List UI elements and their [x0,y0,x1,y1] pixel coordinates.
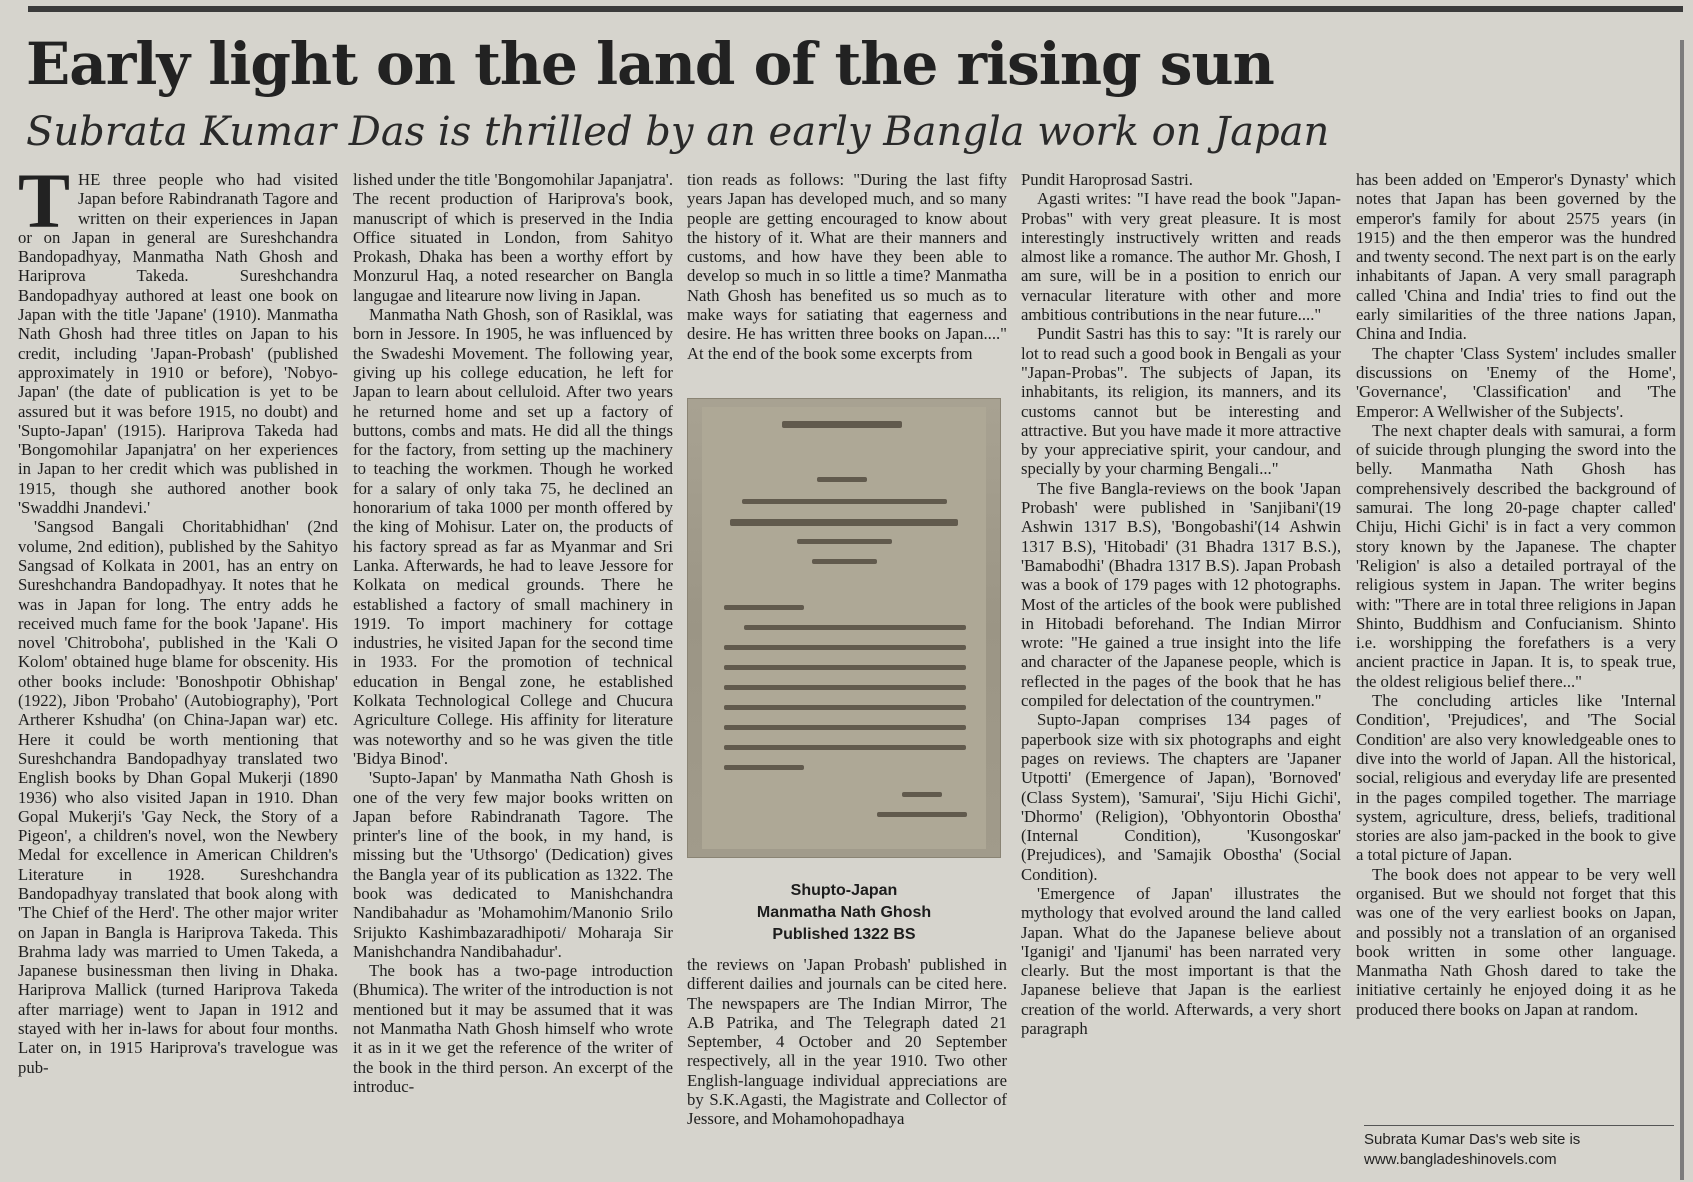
top-rule [28,6,1683,12]
article-column-1 [18,170,338,1175]
paragraph: the reviews on 'Japan Probash' published in different dailies and journals can be cited here. The newspapers are The Indian Mirror, The A.B Patrika, and The Telegraph dated 21 September, 4 October and 20 September respectively, all in the year 1910. Two other English-language individual appreciations are by S.K.Agasti, the Magistrate and Collector of Jessore, and Mohamohopadhaya [687,955,1007,1129]
article-column-4 [1021,170,1341,1175]
paragraph: Pundit Haroprosad Sastri. [1021,170,1193,189]
paragraph: The five Bangla-reviews on the book 'Japan Probash' were published in 'Sanjibani'(19 Ashwin 1317 B.S), 'Bongobashi'(14 Ashwin 1317 B.S), 'Hitobadi' (31 Bhadra 1317 B.S.), 'Bamabodhi' (Bhadra 1317 B.S). Japan Probash was a book of 179 pages with 12 photographs. Most of the articles of the book were published in Hitobadi beforehand. The Indian Mirror wrote: "He gained a true insight into the life and character of the Japanese people, which is reflected in the pages of the book that he has compiled for delectation of the countrymen." [1021,478,1341,711]
headline: Early light on the land of the rising sun [26,30,1274,98]
subheadline: Subrata Kumar Das is thrilled by an early Bangla work on Japan [26,109,1330,155]
paragraph: Supto-Japan comprises 134 pages of paperbook size with six photographs and eight pages on reviews. The chapters are 'Japaner Utpotti' (Emergence of Japan), 'Bornoved' (Class System), 'Samurai', 'Siju Hichi Gichi', 'Dhormo' (Religion), 'Obhyontorin Obostha' (Internal Condition), 'Kusongoskar' (Prejudices), and 'Samajik Obostha' (Social Condition). [1021,710,1341,884]
article-column-5 [1356,170,1676,1110]
paragraph [18,170,338,517]
paragraph: The book does not appear to be very well organised. But we should not forget that this was one of the very earliest books on Japan, and possibly not a translation of an organised book written in some other language. Manmatha Nath Ghosh dared to take the initiative certainly he enjoyed doing it as he produced there books on Japan at random. [1356,864,1676,1019]
drop-cap: T [18,170,71,244]
paragraph: The book has a two-page introduction (Bhumica). The writer of the introduction is not mentioned but it may be assumed that it was not Manmatha Nath Ghosh himself who wrote it as in it we get the reference of the writer of the book in the third person. An excerpt of the introduc- [353,961,673,1096]
paragraph: 'Supto-Japan' by Manmatha Nath Ghosh is one of the very few major books written on Japan before Rabindranath Tagore. The printer's line of the book, in my hand, is missing but the 'Uthsorgo' (Dedication) gives the Bangla year of its publication as 1322. The book was dedicated to Manishchandra Nandibahadur as 'Mohamohim/Manonio Srilo Srijukto Kashimbazaradhipoti/ Moharaja Sir Manishchandra Nandibahadur'. [353,768,673,961]
caption-author: Manmatha Nath Ghosh [756,904,932,921]
paragraph: 'Sangsod Bangali Choritabhidhan' (2nd volume, 2nd edition), published by the Sahityo Sangsad of Kolkata in 2001, has an entry on Sureshchandra Bandopadhyay. It notes that he was in Japan for long. The entry adds he received much fame for the book 'Japane'. His novel 'Chitroboha', published in the 'Kali O Kolom' obtained huge blame for obscenity. His other books include: 'Bonoshpotir Obhishap' (1922), Jibon 'Probaho' (Autobiography), 'Port Artherer Kshudha' (on China-Japan war) etc. Here it could be worth mentioning that Sureshchandra Bandopadhyay translated two English books by Dhan Gopal Mukerji (1890 1936) who also visited Japan in 1910. Dhan Gopal Mukerji's 'Gay Neck, the Story of a Pigeon', a children's novel, won the Newbery Medal for excellence in American Children's Literature in 1928. Sureshchandra Bandopadhyay translated that book along with 'The Chief of the Herd'. The other major writer on Japan in Bangla is Hariprova Takeda. This Brahma lady was married to Umen Takeda, a Japanese businessman then living in Dhaka. Hariprova Mallick (turned Hariprova Takeda after marriage) went to Japan in 1912 and stayed with her in-laws for about four months. Later on, in 1915 Hariprova's travelogue was pub- [18,517,338,1077]
paragraph: has been added on 'Emperor's Dynasty' which notes that Japan has been governed by the emperor's family for about 2575 years (in 1915) and the then emperor was the hundred and twenty second. The next part is on the early inhabitants of Japan. A very small paragraph called 'China and India' tries to find out the early similarities of the three nations Japan, China and India. [1356,170,1676,344]
caption-title: Shupto-Japan [790,882,898,899]
author-note-text: Subrata Kumar Das's web site is [1364,1131,1581,1148]
caption-date: Published 1322 BS [772,926,916,943]
article-column-2 [353,170,673,1175]
paragraph: tion reads as follows: "During the last fifty years Japan has developed much, and so many people are getting encouraged to know about the history of it. What are their manners and customs, and how have they been able to develop so much in so little a time? Manmatha Nath Ghosh has benefited us so much as to make ways for satiating that eagerness and desire. He has written three books on Japan...." At the end of the book some excerpts from [687,170,1007,363]
book-page-photo [687,398,1001,858]
paragraph: Manmatha Nath Ghosh, son of Rasiklal, was born in Jessore. In 1905, he was influenced by the Swadeshi Movement. The following year, giving up his college education, he left for Japan to learn about celluloid. After two years he returned home and set up a factory of buttons, combs and mats. He did all the things for the factory, from setting up the machinery to teaching the workmen. Though he worked for a salary of only taka 75, he declined an honorarium of taka 1000 per month offered by the king of Mohisur. Later on, the products of his factory spread as far as Myanmar and Sri Lanka. Afterwards, he had to leave Jessore for Kolkata on medical grounds. There he established a factory of small machinery in 1919. To import machinery for cottage industries, he visited Japan for the second time in 1933. For the promotion of technical education in Bengal zone, he established Kolkata Technological College and Chucura Agriculture College. His affinity for literature was noteworthy and so he was given the title 'Bidya Binod'. [353,305,673,768]
paragraph: 'Emergence of Japan' illustrates the mythology that evolved around the land called Japan. What do the Japanese believe about 'Iganigi' and 'Ijanumi' has been narrated very clearly. But the most important is that the Japanese believe that Japan is the earliest creation of the world. Afterwards, a very short paragraph [1021,883,1341,1039]
paragraph: The chapter 'Class System' includes smaller discussions on 'Enemy of the Home', 'Governance', 'Classification' and 'The Emperor: A Wellwisher of the Subjects'. [1356,343,1676,421]
paragraph: Pundit Sastri has this to say: "It is rarely our lot to read such a good book in Bengali as your "Japan-Probas". The subjects of Japan, its inhabitants, its religion, its manners, and its customs cannot but be interesting and attractive. But you have made it more attractive by your appreciative spirit, your candour, and specially by your charming Bengali..." [1021,324,1341,479]
paragraph-text: HE three people who had visited Japan before Rabindranath Tagore and written on their experiences in Japan or on Japan in general are Sureshchandra Bandopadhyay, Manmatha Nath Ghosh and Hariprova Takeda. Sureshchandra Bandopadhyay authored at least one book on Japan with the title 'Japane' (1910). Manmatha Nath Ghosh had three titles on Japan to his credit, including 'Japan-Probash' (published approximately in 1910 or before), 'Nobyo-Japan' (the date of publication is yet to be assured but it was before 1915, no doubt) and 'Supto-Japan' (1915). Hariprova Takeda had 'Bongomohilar Japanjatra' on her experiences in Japan to her credit which was published in 1915, though she authored another book 'Swaddhi Jnandevi.' [18,170,338,518]
column-divider-rule [1680,40,1684,1180]
author-website: www.bangladeshinovels.com [1364,1151,1557,1168]
paragraph: Agasti writes: "I have read the book "Japan-Probas" with very great pleasure. It is most interestingly instructively written and reads almost like a romance. The author Mr. Ghosh, I am sure, will be in a position to enrich our vernacular literature with other and more ambitious contributions in the near future...." [1021,189,1341,325]
photo-caption [687,880,1001,946]
book-page-image [702,407,986,849]
paragraph: The next chapter deals with samurai, a form of suicide through plunging the sword into the belly. Manmatha Nath Ghosh has comprehensively described the background of samurai. The long 20-page chapter called' Chiju, Hichi Gichi' is in fact a very common story known by the Japanese. The chapter 'Religion' is also a detailed portrayal of the religious system in Japan. The writer begins with: "There are in total three religions in Japan Shinto, Buddhism and Confucianism. Shinto i.e. worshipping the forefathers is a very ancient practice in Japan. It is, to speak true, the oldest religious belief there..." [1356,420,1676,691]
paragraph: lished under the title 'Bongomohilar Japanjatra'. The recent production of Hariprova's book, manuscript of which is preserved in the India Office situated in London, from Sahityo Prokash, Dhaka has been a worthy effort by Monzurul Haq, a noted researcher on Bangla langugae and litearure now living in Japan. [353,170,673,305]
author-note [1364,1125,1674,1170]
paragraph: The concluding articles like 'Internal Condition', 'Prejudices', and 'The Social Condition' are also very knowledgeable ones to dive into the world of Japan. All the historical, social, religious and everyday life are presented in the pages compiled together. The marriage system, agriculture, dress, beliefs, traditional stories are also jam-packed in the book to give a total picture of Japan. [1356,691,1676,865]
